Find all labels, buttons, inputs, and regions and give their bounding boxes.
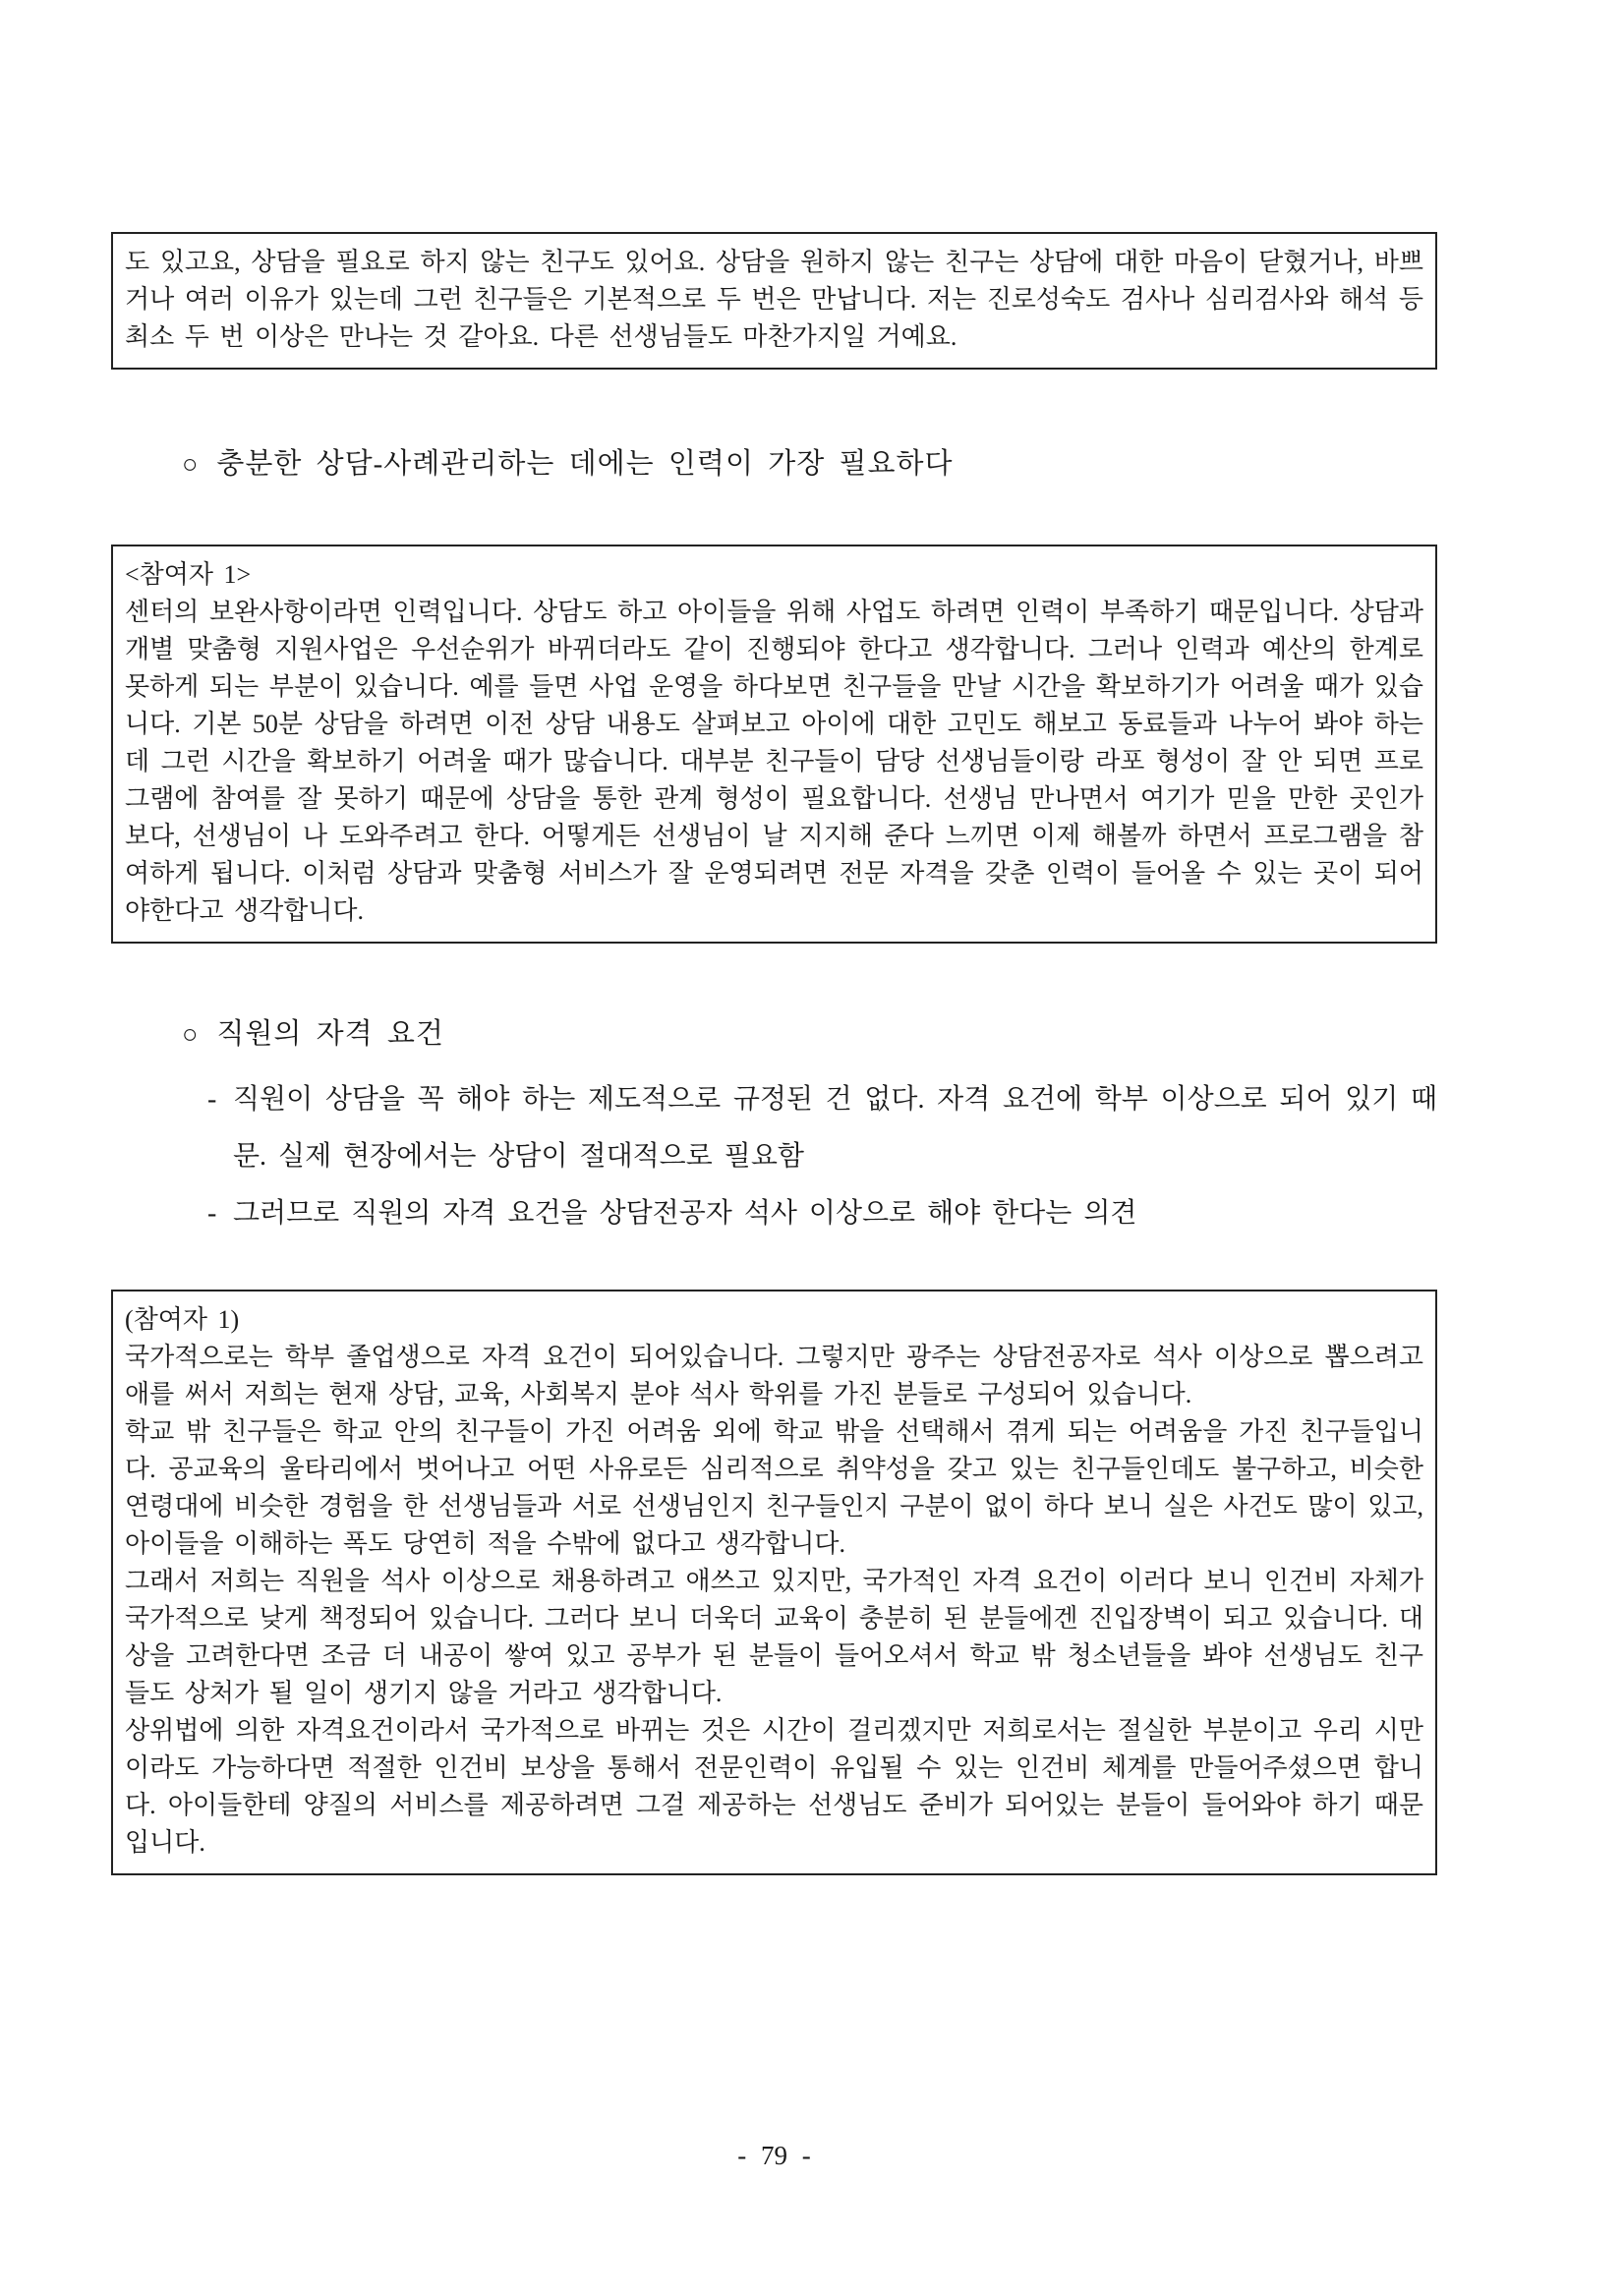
quote-box-participant-1	[111, 545, 1437, 944]
section-title: 충분한 상담-사례관리하는 데에는 인력이 가장 필요하다	[216, 448, 954, 480]
section-heading-qualifications	[182, 1014, 1437, 1054]
quote-paragraph: 학교 밖 친구들은 학교 안의 친구들이 가진 어려움 외에 학교 밖을 선택해서 겪게 되는 어려움을 가진 친구들입니다. 공교육의 울타리에서 벗어나고 어떤 사유로든 심리적으로 취약성을 갖고 있는 친구들인데도 불구하고, 비슷한 연령대에 비슷한 경험을 한 선생님들과 서로 선생님인지 친구들인지 구분이 없이 하다 보니 실은 사건도 많이 있고, 아이들을 이해하는 폭도 당연히 적을 수밖에 없다고 생각합니다.	[125, 1417, 1423, 1558]
list-item-text: 직원이 상담을 꼭 해야 하는 제도적으로 규정된 건 없다. 자격 요건에 학부 이상으로 되어 있기 때문. 실제 현장에서는 상담이 절대적으로 필요함	[233, 1084, 1437, 1172]
quote-box-participant-1-second	[111, 1290, 1437, 1875]
section-heading-staffing	[182, 444, 1437, 484]
circle-bullet-icon: ○	[182, 449, 200, 479]
section-title: 직원의 자격 요건	[216, 1018, 444, 1050]
quote-box-top	[111, 232, 1437, 370]
list-item-text: 그러므로 직원의 자격 요건을 상담전공자 석사 이상으로 해야 한다는 의견	[233, 1198, 1137, 1229]
list-item	[207, 1185, 1437, 1242]
quote-paragraph: 국가적으로는 학부 졸업생으로 자격 요건이 되어있습니다. 그렇지만 광주는 상담전공자로 석사 이상으로 뽑으려고 애를 써서 저희는 현재 상담, 교육, 사회복지 분야 석사 학위를 가진 분들로 구성되어 있습니다.	[125, 1343, 1423, 1408]
quote-text: 도 있고요, 상담을 필요로 하지 않는 친구도 있어요. 상담을 원하지 않는 친구는 상담에 대한 마음이 닫혔거나, 바쁘거나 여러 이유가 있는데 그런 친구들은 기본적으로 두 번은 만납니다. 저는 진로성숙도 검사나 심리검사와 해석 등 최소 두 번 이상은 만나는 것 같아요. 다른 선생님들도 마찬가지일 거예요.	[125, 248, 1423, 351]
participant-label: (참여자 1)	[125, 1305, 240, 1334]
list-item	[207, 1071, 1437, 1185]
circle-bullet-icon: ○	[182, 1019, 200, 1049]
dash-bullet-icon: -	[207, 1198, 217, 1229]
quote-text: 센터의 보완사항이라면 인력입니다. 상담도 하고 아이들을 위해 사업도 하려면 인력이 부족하기 때문입니다. 상담과 개별 맞춤형 지원사업은 우선순위가 바뀌더라도 같이 진행되야 한다고 생각합니다. 그러나 인력과 예산의 한계로 못하게 되는 부분이 있습니다. 예를 들면 사업 운영을 하다보면 친구들을 만날 시간을 확보하기가 어려울 때가 있습니다. 기본 50분 상담을 하려면 이전 상담 내용도 살펴보고 아이에 대한 고민도 해보고 동료들과 나누어 봐야 하는데 그런 시간을 확보하기 어려울 때가 많습니다. 대부분 친구들이 담당 선생님들이랑 라포 형성이 잘 안 되면 프로그램에 참여를 잘 못하기 때문에 상담을 통한 관계 형성이 필요합니다. 선생님 만나면서 여기가 믿을 만한 곳인가 보다, 선생님이 나 도와주려고 한다. 어떻게든 선생님이 날 지지해 준다 느끼면 이제 해볼까 하면서 프로그램을 참여하게 됩니다. 이처럼 상담과 맞춤형 서비스가 잘 운영되려면 전문 자격을 갖춘 인력이 들어올 수 있는 곳이 되어야한다고 생각합니다.	[125, 598, 1423, 925]
quote-paragraph: 그래서 저희는 직원을 석사 이상으로 채용하려고 애쓰고 있지만, 국가적인 자격 요건이 이러다 보니 인건비 자체가 국가적으로 낮게 책정되어 있습니다. 그러다 보니 더욱더 교육이 충분히 된 분들에겐 진입장벽이 되고 있습니다. 대상을 고려한다면 조금 더 내공이 쌓여 있고 공부가 된 분들이 들어오셔서 학교 밖 청소년들을 봐야 선생님도 친구들도 상처가 될 일이 생기지 않을 거라고 생각합니다.	[125, 1567, 1423, 1707]
section-sub-items	[111, 1071, 1437, 1242]
dash-bullet-icon: -	[207, 1084, 217, 1115]
page-number: - 79 -	[737, 2141, 811, 2170]
quote-paragraph: 상위법에 의한 자격요건이라서 국가적으로 바뀌는 것은 시간이 걸리겠지만 저희로서는 절실한 부분이고 우리 시만이라도 가능하다면 적절한 인건비 보상을 통해서 전문인력이 유입될 수 있는 인건비 체계를 만들어주셨으면 합니다. 아이들한테 양질의 서비스를 제공하려면 그걸 제공하는 선생님도 준비가 되어있는 분들이 들어와야 하기 때문입니다.	[125, 1716, 1423, 1857]
participant-label: <참여자 1>	[125, 560, 252, 589]
